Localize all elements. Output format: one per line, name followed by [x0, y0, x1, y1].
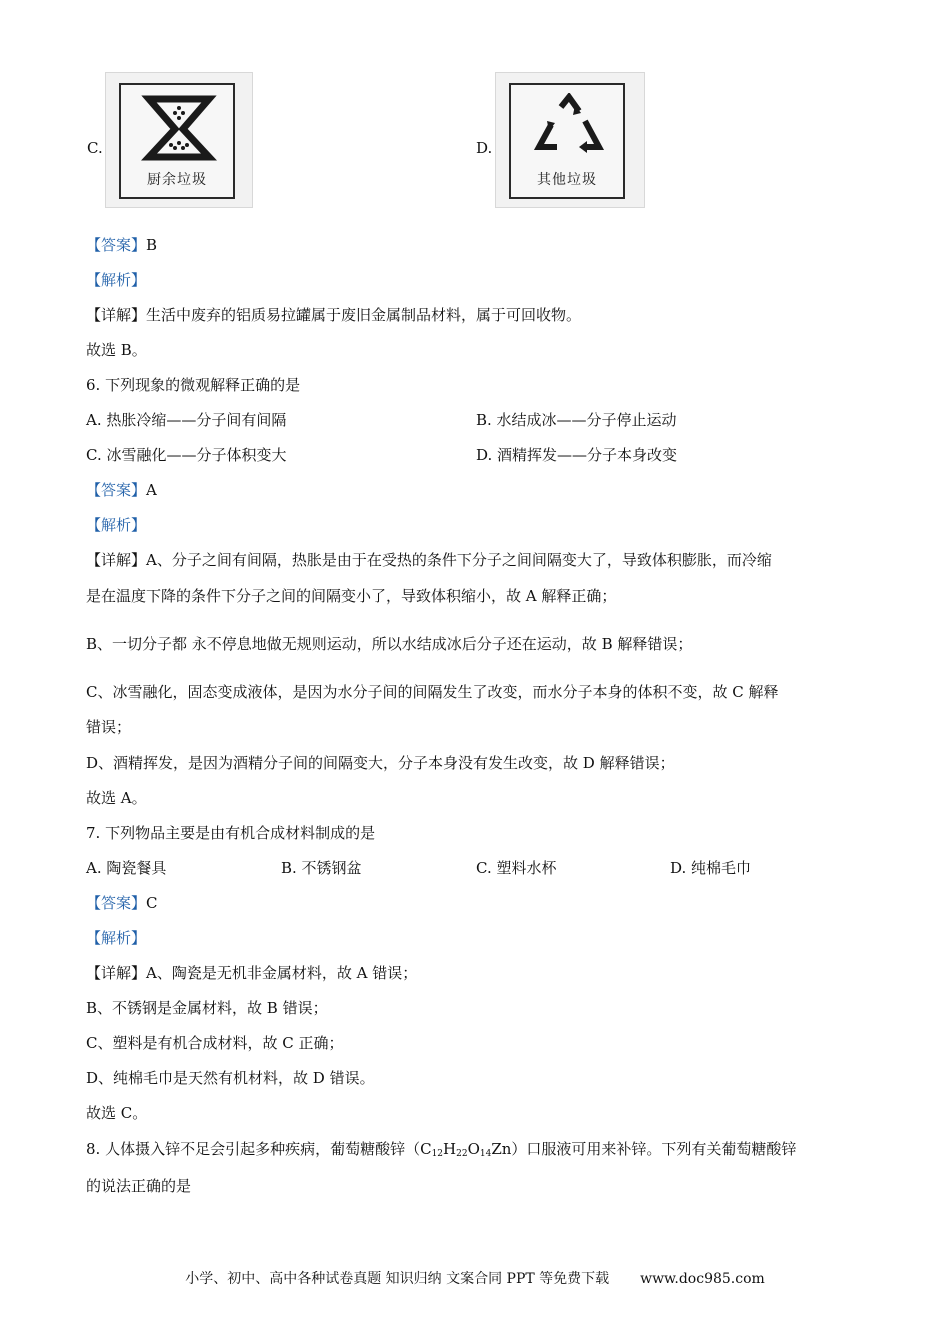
q8-question-post: Zn）口服液可用来补锌。下列有关葡萄糖酸锌	[491, 1140, 797, 1158]
detail-text: A、陶瓷是无机非金属材料，故 A 错误；	[146, 964, 418, 982]
q5-answer	[86, 234, 157, 256]
footer-url: www.doc985.com	[640, 1271, 765, 1287]
answer-tag: 【答案】	[86, 894, 147, 912]
q7-conclusion: 故选 C。	[86, 1104, 148, 1122]
q7-answer	[86, 892, 158, 914]
q6-detail-line: B、一切分子都 永不停息地做无规则运动，所以水结成冰后分子还在运动，故 B 解释错误；	[86, 635, 693, 653]
other-waste-sign	[495, 72, 645, 208]
q6-detail	[86, 549, 772, 571]
q6-question: 6. 下列现象的微观解释正确的是	[86, 376, 301, 394]
subscript: 14	[479, 1149, 492, 1159]
detail-tag: 【详解】	[86, 306, 147, 324]
option-d-letter: D.	[476, 139, 493, 157]
kitchen-waste-icon	[141, 93, 217, 163]
sign-frame	[119, 83, 235, 199]
option-c-letter: C.	[87, 139, 103, 157]
detail-tag: 【详解】	[86, 551, 147, 569]
q6-detail-line: D、酒精挥发，是因为酒精分子间的间隔变大，分子本身没有发生改变，故 D 解释错误；	[86, 754, 675, 772]
footer-text: 小学、初中、高中各种试卷真题 知识归纳 文案合同 PPT 等免费下载	[185, 1271, 610, 1287]
kitchen-waste-sign	[105, 72, 253, 208]
answer-value: A	[146, 481, 157, 499]
q6-answer	[86, 479, 157, 501]
q5-analysis-tag: 【解析】	[86, 271, 147, 289]
detail-tag: 【详解】	[86, 964, 147, 982]
q7-option-c: C. 塑料水杯	[476, 859, 557, 877]
page-footer	[0, 1268, 950, 1290]
answer-tag: 【答案】	[86, 481, 147, 499]
sign-frame	[509, 83, 625, 199]
answer-value: C	[146, 894, 158, 912]
q7-question: 7. 下列物品主要是由有机合成材料制成的是	[86, 824, 376, 842]
q5-conclusion: 故选 B。	[86, 341, 147, 359]
answer-value: B	[146, 236, 158, 254]
q7-detail-line: D、纯棉毛巾是天然有机材料，故 D 错误。	[86, 1069, 375, 1087]
formula-element: H	[443, 1140, 457, 1158]
q8-question	[86, 1138, 796, 1165]
q7-detail-line: C、塑料是有机合成材料，故 C 正确；	[86, 1034, 344, 1052]
q7-analysis-tag: 【解析】	[86, 929, 147, 947]
q8-question-line2: 的说法正确的是	[86, 1177, 192, 1195]
formula-element: O	[467, 1140, 480, 1158]
detail-text: 生活中废弃的铝质易拉罐属于废旧金属制品材料，属于可回收物。	[146, 306, 582, 324]
q6-option-d: D. 酒精挥发——分子本身改变	[476, 446, 678, 464]
q6-analysis-tag: 【解析】	[86, 516, 147, 534]
q7-detail-line: B、不锈钢是金属材料，故 B 错误；	[86, 999, 328, 1017]
q6-option-b: B. 水结成冰——分子停止运动	[476, 411, 677, 429]
answer-tag: 【答案】	[86, 236, 147, 254]
q8-question-pre: 8. 人体摄入锌不足会引起多种疾病，葡萄糖酸锌（C	[86, 1140, 432, 1158]
sign-caption: 厨余垃圾	[147, 172, 207, 188]
q6-conclusion: 故选 A。	[86, 789, 147, 807]
sign-caption: 其他垃圾	[537, 172, 597, 188]
q7-option-b: B. 不锈钢盆	[281, 859, 362, 877]
q6-option-c: C. 冰雪融化——分子体积变大	[86, 446, 287, 464]
q7-option-d: D. 纯棉毛巾	[670, 859, 752, 877]
subscript: 12	[431, 1149, 444, 1159]
q6-detail-line: C、冰雪融化，固态变成液体，是因为水分子间的间隔发生了改变，而水分子本身的体积不变，故 C 解释	[86, 683, 779, 701]
q5-detail	[86, 304, 581, 326]
q6-detail-line: 错误；	[86, 718, 132, 736]
q7-detail	[86, 962, 417, 984]
detail-text: A、分子之间有间隔，热胀是由于在受热的条件下分子之间间隔变大了，导致体积膨胀，而冷缩	[146, 551, 772, 569]
q7-option-a: A. 陶瓷餐具	[86, 859, 167, 877]
q6-detail-line: 是在温度下降的条件下分子之间的间隔变小了，导致体积缩小，故 A 解释正确；	[86, 587, 617, 605]
subscript: 22	[456, 1149, 468, 1159]
q6-option-a: A. 热胀冷缩——分子间有间隔	[86, 411, 287, 429]
recycle-triangle-icon	[531, 93, 607, 163]
